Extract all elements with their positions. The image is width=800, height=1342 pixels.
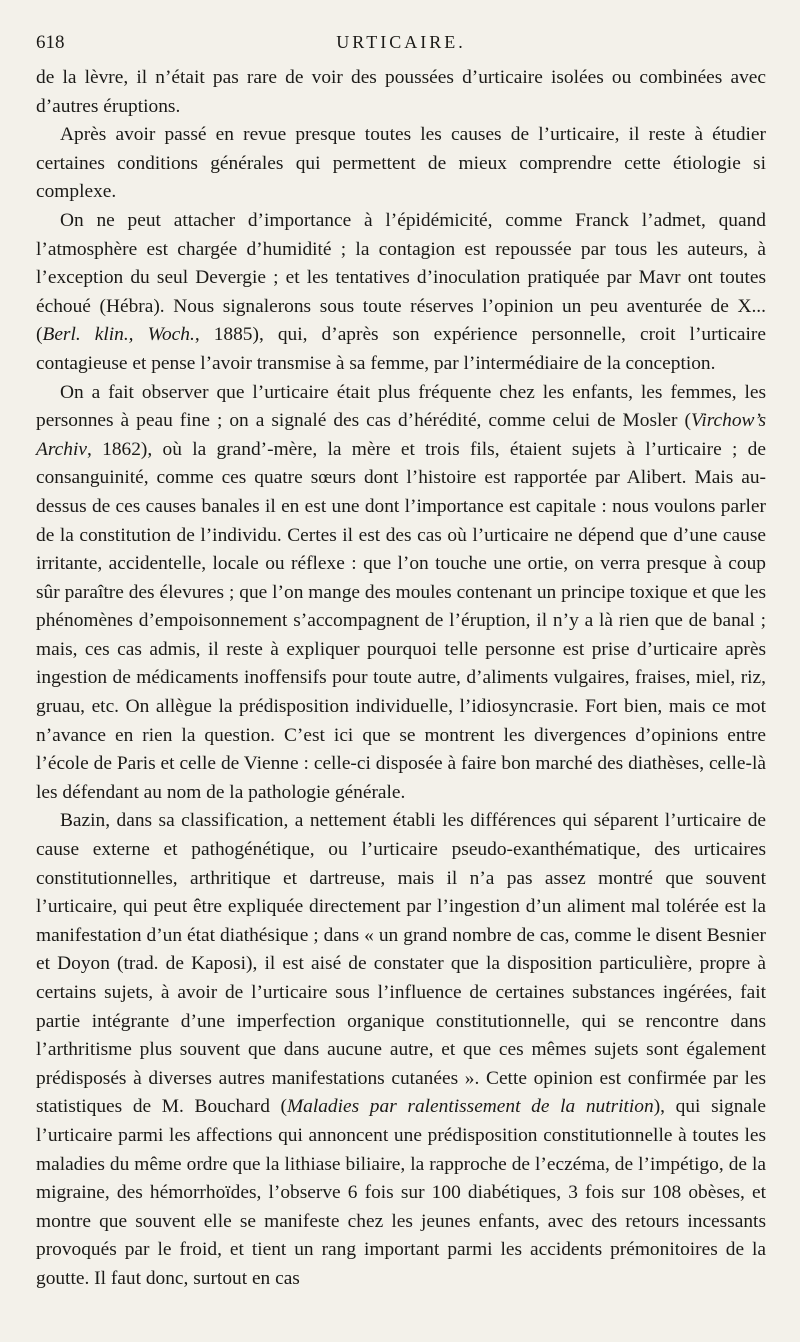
text-run: , 1885), qui, d’après son expérience personnelle, croit l’urticaire contagieuse et pense l’avoir transmise à sa femme, par l’intermédiaire de la conception. [36, 324, 766, 374]
text-run: On ne peut attacher d’importance à l’épidémicité, comme Franck l’admet, quand l’atmosphère est chargée d’humidité ; la contagion est repoussée par tous les auteurs, à l’exception du seul Devergie ; et les tentatives d’inoculation pratiquée par Mavr ont toutes échoué (Hébra). Nous signalerons sous toute réserves l’opinion un peu aventurée de X... ( [36, 209, 766, 346]
text-run: de la lèvre, il n’était pas rare de voir des poussées d’urticaire isolées ou combinées avec d’autres éruptions. [36, 67, 766, 117]
text-run: , 1862), où la grand’-mère, la mère et trois fils, étaient sujets à l’urticaire ; de consanguinité, comme ces quatre sœurs dont l’histoire est rapportée par Alibert. Mais au-dessus de ces causes banales il en est une dont l’importance est capitale : nous voulons parler de la constitution de l’individu. Certes il est des cas où l’urticaire ne dépend que d’une cause irritante, accidentelle, locale ou réflexe : que l’on touche une ortie, on verra presque à coup sûr paraître des élevures ; que l’on mange des moules contenant un principe toxique et que les phénomènes d’empoisonnement s’accompagnent de l’éruption, il n’y a là rien que de banal ; mais, ces cas admis, il reste à expliquer pourquoi telle personne est prise d’urticaire après ingestion de médicaments inoffensifs pour toute autre, d’aliments vulgaires, fraises, miel, riz, gruau, etc. On allègue la prédisposition individuelle, l’idiosyncrasie. Fort bien, mais ce mot n’avance en rien la question. C’est ici que se montrent les divergences d’opinions entre l’école de Paris et celle de Vienne : celle-ci disposée à faire bon marché des diathèses, celle-là les défendant au nom de la pathologie générale. [36, 438, 766, 803]
body-text [36, 64, 766, 1294]
paragraph-p4 [36, 379, 766, 808]
paragraph-p2 [36, 121, 766, 207]
paragraph-p1 [36, 64, 766, 121]
running-header [36, 28, 766, 62]
text-run: Bazin, dans sa classification, a nettement établi les différences qui séparent l’urticaire de cause externe et pathogénétique, ou l’urticaire pseudo-exanthématique, des urticaires constitutionnelles, arthritique et dartreuse, mais il n’a pas assez montré que souvent l’urticaire, qui peut être expliquée directement par l’ingestion d’un aliment mal tolérée est la manifestation d’un état diathésique ; dans « un grand nombre de cas, comme le disent Besnier et Doyon (trad. de Kaposi), il est aisé de constater que la disposition particulière, propre à certains sujets, à avoir de l’urticaire sous l’influence de certaines substances ingérées, fait partie intégrante d’une imperfection organique constitutionnelle, qui se rencontre dans l’arthritisme plus souvent que dans aucune autre, et que ces mêmes sujets sont également prédisposés à diverses autres manifestations cutanées ». Cette opinion est confirmée par les statistiques de M. Bouchard ( [36, 810, 766, 1118]
text-run: Après avoir passé en revue presque toutes les causes de l’urticaire, il reste à étudier certaines conditions générales qui permettent de mieux comprendre cette étiologie si complexe. [36, 124, 766, 203]
paragraph-p3 [36, 207, 766, 379]
running-title: URTICAIRE. [336, 32, 466, 52]
text-run: ), qui signale l’urticaire parmi les affections qui annoncent une prédisposition constitutionnelle à toutes les maladies du même ordre que la lithiase biliaire, la rapproche de l’eczéma, de l’impétigo, de la migraine, des hémorrhoïdes, l’observe 6 fois sur 100 diabétiques, 3 fois sur 108 obèses, et montre que souvent elle se manifeste chez les jeunes enfants, avec des retours incessants provoqués par le froid, et tient un rang important parmi les accidents prémonitoires de la goutte. Il faut donc, surtout en cas [36, 1096, 767, 1289]
italic-citation: Virchow’s Archiv [36, 410, 766, 460]
italic-citation: Maladies par ralentissement de la nutrition [287, 1096, 654, 1118]
paragraph-p5 [36, 807, 766, 1293]
text-run: On a fait observer que l’urticaire était plus fréquente chez les enfants, les femmes, les personnes à peau fine ; on a signalé des cas d’hérédité, comme celui de Mosler ( [36, 381, 766, 432]
page-number: 618 [36, 32, 65, 53]
italic-citation: Berl. klin., Woch. [42, 324, 195, 346]
